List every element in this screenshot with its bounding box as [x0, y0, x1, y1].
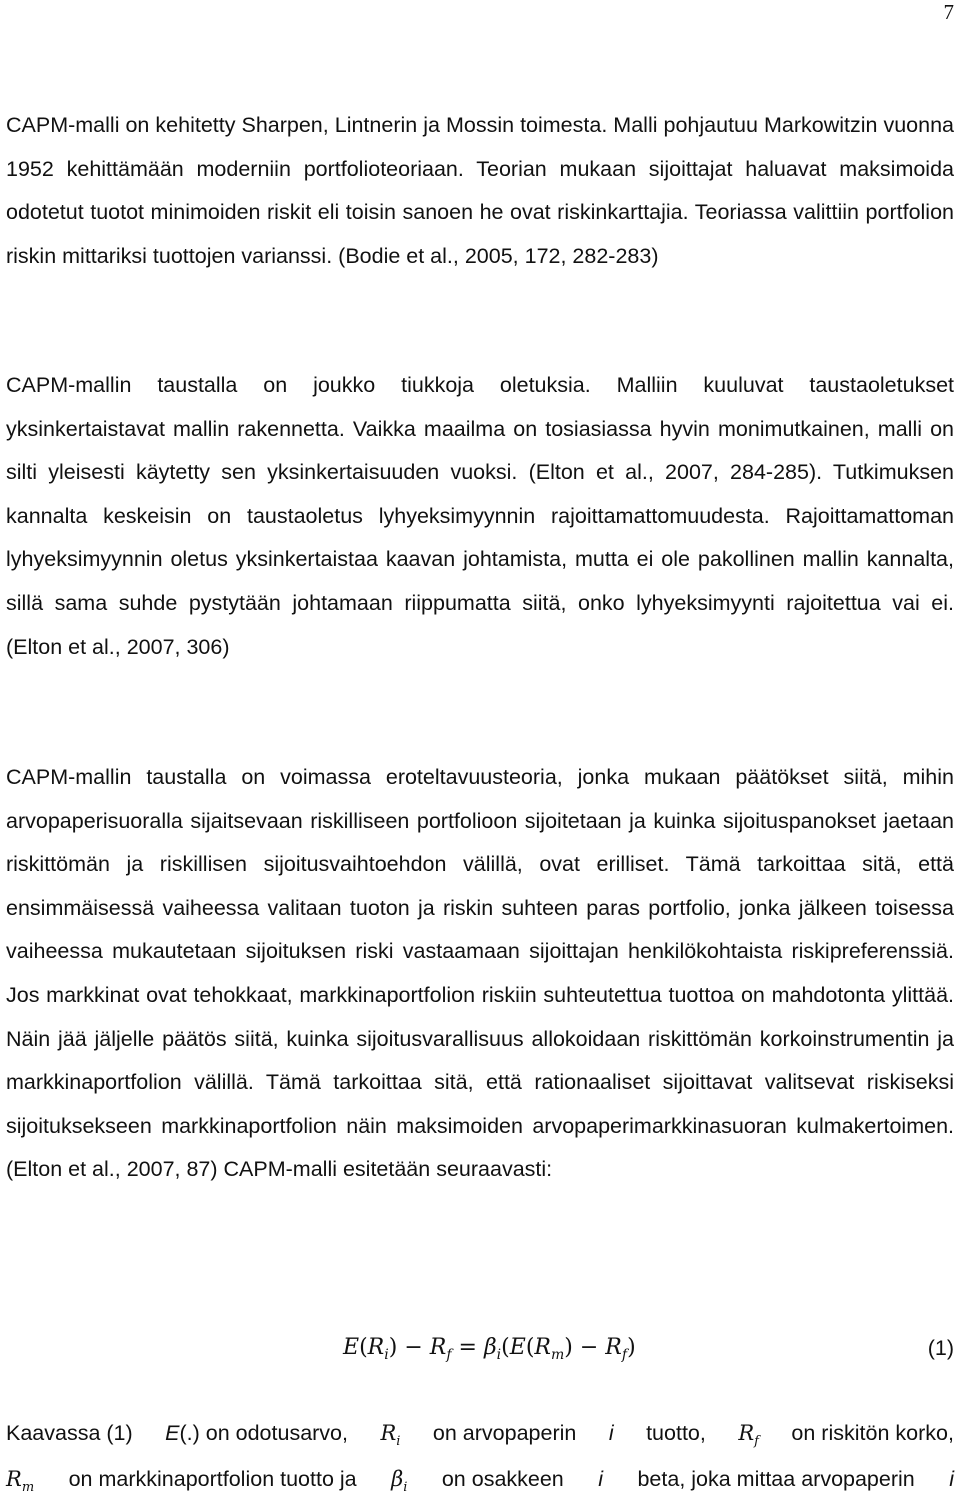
definition-intro: Kaavassa (1): [6, 1421, 133, 1445]
definition-beta: beta, joka mittaa arvopaperin: [637, 1467, 915, 1491]
symbol-ri: $R_i$: [380, 1421, 401, 1449]
definition-return: tuotto,: [646, 1421, 706, 1445]
definition-rf: on riskitön korko,: [791, 1421, 954, 1445]
capm-formula: $E(R_i) - R_f = \beta_i(E(R_m) - R_f)$: [343, 1335, 636, 1363]
definitions-line-2: [6, 1456, 954, 1502]
paragraph-separation-theorem: CAPM-mallin taustalla on voimassa eroteltavuusteoria, jonka mukaan päätökset siitä, mihin arvopaperisuoralla sijaitsevaan riskilliseen portfolioon sijoitetaan ja kuinka sijoituspanokset jaetaan riskittömän ja riskillisen sijoitusvaihtoehdon välillä, ovat erilliset. Tämä tarkoittaa sitä, että ensimmäisessä vaiheessa valitaan tuoton ja riskin suhteen paras portfolio, jonka jälkeen toisessa vaiheessa mukautetaan sijoituksen riski vastaamaan sijoittajan henkilökohtaista riskipreferenssiä. Jos markkinat ovat tehokkaat, markkinaportfolion riskiin suhteutettua tuottoa on mahdotonta ylittää. Näin jää jäljelle päätös siitä, kuinka sijoitusvarallisuus allokoidaan riskittömän korkoinstrumentin ja markkinaportfolion välillä. Tämä tarkoittaa sitä, että rationaaliset sijoittavat valitsevat riskiseksi sijoituksekseen markkinaportfolion näin maksimoiden arvopaperimarkkinasuoran kulmakertoimen. (Elton et al., 2007, 87) CAPM-malli esitetään seuraavasti:: [6, 765, 954, 1182]
symbol-i-end: i: [949, 1467, 954, 1491]
definitions-line-1: [6, 1410, 954, 1456]
variable-definitions: [6, 1410, 954, 1502]
equation-number: (1): [927, 1336, 954, 1360]
page-number: 7: [943, 0, 954, 24]
symbol-rf: $R_f$: [738, 1421, 759, 1449]
definition-rm: on markkinaportfolion tuotto ja: [68, 1467, 357, 1491]
paragraph-capm-assumptions: CAPM-mallin taustalla on joukko tiukkoja oletuksia. Malliin kuuluvat taustaoletukset yksinkertaistavat mallin rakennetta. Vaikka maailma on tosiasiassa hyvin monimutkainen, malli on silti yleisesti käytetty sen yksinkertaisuuden vuoksi. (Elton et al., 2007, 284-285). Tutkimuksen kannalta keskeisin on taustaoletus lyhyeksimyynnin rajoittamattomuudesta. Rajoittamattoman lyhyeksimyynnin oletus yksinkertaistaa kaavan johtamista, mutta ei ole pakollinen mallin kannalta, sillä sama suhde pystytään johtamaan riippumatta siitä, onko lyhyeksimyynti rajoitettua vai ei. (Elton et al., 2007, 306): [6, 373, 954, 659]
symbol-i: i: [608, 1421, 614, 1445]
symbol-i-stock: i: [598, 1467, 604, 1491]
symbol-beta-i: $\beta_i$: [391, 1467, 408, 1495]
symbol-rm: $R_m$: [6, 1467, 35, 1495]
paragraph-capm-origin: CAPM-malli on kehitetty Sharpen, Lintnerin ja Mossin toimesta. Malli pohjautuu Markowitzin vuonna 1952 kehittämään moderniin portfolioteoriaan. Teorian mukaan sijoittajat haluavat maksimoida odotetut tuotot minimoiden riskit eli toisin sanoen he ovat riskinkarttajia. Teoriassa valittiin portfolion riskin mittariksi tuottojen varianssi. (Bodie et al., 2005, 172, 282-283): [6, 113, 954, 268]
capm-equation: [0, 1326, 960, 1370]
definition-ri: on arvopaperin: [432, 1421, 577, 1445]
definition-expectation: E(.) on odotusarvo,: [165, 1421, 348, 1445]
definition-beta-prefix: on osakkeen: [441, 1467, 564, 1491]
